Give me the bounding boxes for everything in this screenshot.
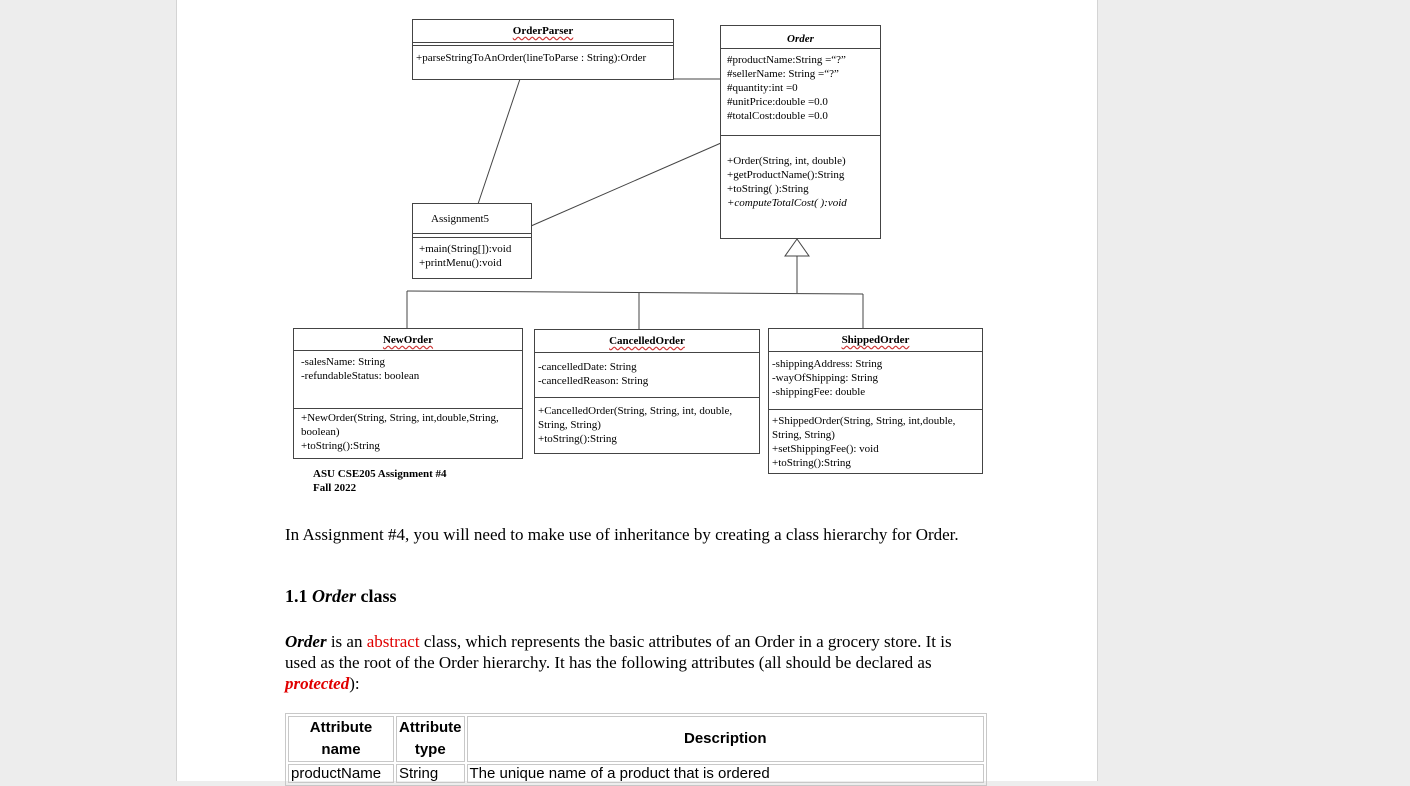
attribute: -wayOfShipping: String	[772, 372, 879, 384]
method: +Order(String, int, double)	[727, 155, 846, 167]
attribute: -salesName: String	[301, 356, 386, 368]
attribute: #totalCost:double =0.0	[727, 110, 828, 122]
table-cell: The unique name of a product that is ordered	[467, 764, 985, 783]
class-shippedorder	[768, 328, 983, 474]
table-header: Attribute name	[288, 716, 394, 762]
method: +setShippingFee(): void	[772, 443, 879, 455]
assoc-orderparser-assignment5	[478, 79, 520, 204]
attribute: #sellerName: String =“?”	[727, 68, 839, 80]
inheritance-arrowhead	[785, 239, 809, 256]
document-page	[176, 0, 1098, 781]
method: +main(String[]):void	[419, 243, 512, 255]
order-description-paragraph: Order is an abstract class, which represents the basic attributes of an Order in a grocery store. It is used as the root of the Order hierarchy. It has the following attributes (all should be declared as protected):	[285, 632, 952, 693]
attribute: -shippingFee: double	[772, 386, 866, 398]
class-orderparser	[412, 19, 674, 80]
class-title: Order	[787, 33, 814, 45]
class-neworder	[293, 328, 523, 459]
method: +toString():String	[301, 440, 380, 452]
method: +parseStringToAnOrder(lineToParse : String):Order	[416, 52, 647, 64]
table-header: Attribute type	[396, 716, 465, 762]
method: +toString( ):String	[727, 183, 809, 195]
table-cell: productName	[288, 764, 394, 783]
method: +CancelledOrder(String, String, int, double,	[538, 405, 733, 417]
attribute: -cancelledDate: String	[538, 361, 637, 373]
assoc-assignment5-order	[531, 143, 721, 226]
intro-paragraph: In Assignment #4, you will need to make use of inheritance by creating a class hierarchy for Order.	[285, 525, 959, 544]
table-cell: String	[396, 764, 465, 783]
method: String, String)	[772, 429, 835, 441]
method: +getProductName():String	[727, 169, 845, 181]
table-header: Description	[467, 716, 985, 762]
method: +toString():String	[772, 457, 851, 469]
attribute: -refundableStatus: boolean	[301, 370, 420, 382]
method: +ShippedOrder(String, String, int,double,	[772, 415, 956, 427]
class-title: CancelledOrder	[609, 335, 685, 347]
class-cancelledorder	[534, 329, 760, 454]
class-order	[720, 25, 881, 239]
method: String, String)	[538, 419, 601, 431]
class-title: Assignment5	[431, 213, 490, 225]
attribute: #productName:String =“?”	[727, 54, 846, 66]
class-title: OrderParser	[512, 25, 574, 37]
attribute: #unitPrice:double =0.0	[727, 96, 828, 108]
class-title: NewOrder	[382, 334, 434, 346]
method: +printMenu():void	[419, 257, 502, 269]
method: boolean)	[301, 426, 340, 438]
attribute: -shippingAddress: String	[772, 358, 883, 370]
diagram-caption: ASU CSE205 Assignment #4 Fall 2022	[313, 468, 447, 494]
inheritance-bus	[407, 291, 863, 294]
attribute: -cancelledReason: String	[538, 375, 649, 387]
method: +toString():String	[538, 433, 617, 445]
section-heading: 1.1 Order class	[285, 586, 397, 606]
table-row	[288, 764, 984, 783]
method: +computeTotalCost( ):void	[727, 197, 847, 209]
class-assignment5	[412, 203, 532, 279]
attribute: #quantity:int =0	[727, 82, 798, 94]
method: +NewOrder(String, String, int,double,String,	[301, 412, 499, 424]
class-title: ShippedOrder	[841, 334, 910, 346]
attribute-table	[285, 713, 987, 786]
